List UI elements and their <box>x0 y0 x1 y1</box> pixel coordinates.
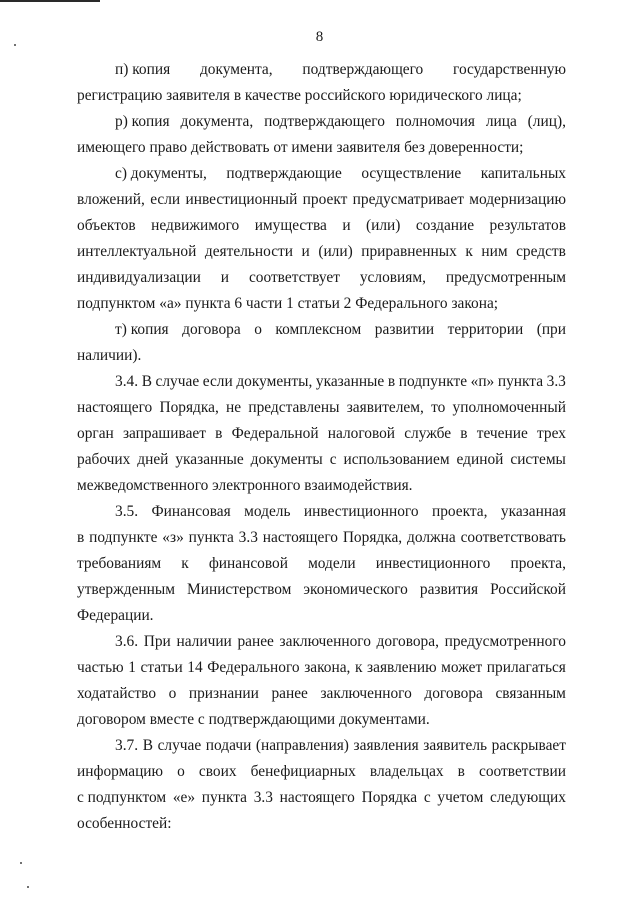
word: подтверждающего <box>264 113 385 130</box>
word: инвестиционного <box>375 555 491 572</box>
word: с <box>423 789 431 806</box>
word: Федеральной <box>231 425 319 442</box>
word: заявления <box>353 737 419 754</box>
word: средств <box>516 243 566 260</box>
word: случае <box>157 737 202 754</box>
paragraph-3-4 <box>77 369 566 499</box>
word: ходатайство <box>77 685 157 702</box>
text-line: межведомственного электронного взаимодействия. <box>77 477 413 494</box>
word: «п» <box>470 373 495 390</box>
word: объектов <box>77 217 136 234</box>
word: о <box>254 321 262 338</box>
text-line: регистрацию заявителя в качестве российского юридического лица; <box>77 87 522 104</box>
word: ним <box>481 243 508 260</box>
word: если <box>150 191 181 208</box>
word: предусмотренного <box>444 633 566 650</box>
word: о <box>177 763 185 780</box>
word: владельцах <box>369 763 444 780</box>
scan-artifact-dot <box>27 886 29 888</box>
text-line <box>77 447 566 473</box>
document-body <box>77 57 566 837</box>
word: частью <box>77 659 124 676</box>
text-line <box>77 265 566 291</box>
paragraph-t <box>77 317 566 369</box>
word: службе <box>404 425 452 442</box>
word: если <box>202 373 233 390</box>
page-number: 8 <box>315 29 324 45</box>
word: случае <box>155 373 200 390</box>
word: уполномоченный <box>452 399 566 416</box>
word: заявителем, <box>346 399 424 416</box>
word: ранее <box>237 633 274 650</box>
word: индивидуализации <box>77 269 201 286</box>
word: указанная <box>500 503 566 520</box>
text-line <box>77 421 566 447</box>
word: (лиц), <box>527 113 566 130</box>
word: пункта <box>201 789 247 806</box>
word: представлены <box>248 399 340 416</box>
word: соответствовать <box>460 529 566 546</box>
word: подтверждающего <box>302 61 424 78</box>
word: не <box>226 399 242 416</box>
word: «з» <box>162 529 184 546</box>
word: учетом <box>437 789 484 806</box>
word: приравненных <box>361 243 457 260</box>
word: единой <box>456 451 504 468</box>
word: Российской <box>490 581 566 598</box>
word: связанным <box>495 685 566 702</box>
word: 3.4. <box>115 373 139 390</box>
word: Министерством <box>187 581 292 598</box>
paragraph-3-5 <box>77 499 566 629</box>
word: раскрывает <box>491 737 566 754</box>
word: В <box>142 737 153 754</box>
word: экономического <box>303 581 408 598</box>
word: Порядка, <box>159 399 219 416</box>
word: утвержденным <box>77 581 175 598</box>
text-line: договором вместе с подтверждающими документами. <box>77 711 430 728</box>
word: в <box>77 529 85 546</box>
text-line <box>77 629 566 655</box>
word: 3.3 <box>238 529 258 546</box>
text-line <box>77 733 566 759</box>
text-line: Федерации. <box>77 607 154 624</box>
word: пункта <box>497 373 544 390</box>
text-line <box>77 785 566 811</box>
word: должна <box>407 529 456 546</box>
word: требованиям <box>77 555 162 572</box>
scan-artifact-dot <box>20 862 22 864</box>
word: осуществление <box>361 165 462 182</box>
word: системы <box>510 451 566 468</box>
word: своих <box>198 763 237 780</box>
word: заявитель <box>423 737 488 754</box>
text-line <box>77 681 566 707</box>
word: ранее <box>271 685 308 702</box>
word: с) документы, <box>115 165 207 182</box>
word: интеллектуальной <box>77 243 197 260</box>
word: договора <box>424 685 483 702</box>
word: 1 <box>128 659 136 676</box>
word: может <box>441 659 483 676</box>
word: договора, <box>376 633 439 650</box>
word: т) копия <box>115 321 169 338</box>
word: Порядка <box>361 789 418 806</box>
word: соответствует <box>248 269 340 286</box>
word: течение <box>476 425 528 442</box>
word: 14 <box>187 659 203 676</box>
text-line: наличии). <box>77 347 142 364</box>
word: рабочих <box>77 451 131 468</box>
text-line <box>77 551 566 577</box>
text-line <box>77 161 566 187</box>
text-line <box>77 655 566 681</box>
word: к <box>354 659 363 676</box>
word: трех <box>536 425 566 442</box>
word: Порядка, <box>342 529 403 546</box>
word: настоящего <box>279 789 355 806</box>
text-line <box>77 759 566 785</box>
word: подтверждающие <box>226 165 342 182</box>
word: 3.3 <box>253 789 273 806</box>
word: развитии <box>374 321 435 338</box>
word: в <box>215 425 223 442</box>
paragraph-p <box>77 57 566 109</box>
paragraph-3-6 <box>77 629 566 733</box>
word: 3.3 <box>546 373 566 390</box>
word: предусмотренным <box>445 269 566 286</box>
word: признании <box>188 685 259 702</box>
word: в <box>460 425 468 442</box>
word: модернизацию <box>469 191 566 208</box>
word: условиям, <box>359 269 426 286</box>
word: вложений, <box>77 191 145 208</box>
paragraph-s <box>77 161 566 317</box>
word: лица <box>485 113 517 130</box>
word: государственную <box>453 61 566 78</box>
word: В <box>141 373 152 390</box>
word: и <box>301 243 310 260</box>
text-line <box>77 187 566 213</box>
word: проекта, <box>431 503 488 520</box>
word: документы <box>250 451 323 468</box>
word: запрашивает <box>122 425 206 442</box>
word: и <box>342 217 351 234</box>
word: (при <box>536 321 566 338</box>
word: комплексном <box>275 321 362 338</box>
word: в <box>387 373 396 390</box>
word: налоговой <box>327 425 396 442</box>
word: прилагаться <box>486 659 566 676</box>
word: проекта, <box>510 555 566 572</box>
word: подпункте <box>398 373 468 390</box>
word: полномочия <box>395 113 475 130</box>
word: финансовой <box>208 555 288 572</box>
word: следующих <box>490 789 566 806</box>
word: 3.7. <box>115 737 139 754</box>
word: создание <box>415 217 475 234</box>
word: дней <box>137 451 169 468</box>
word: бенефициарных <box>250 763 356 780</box>
word: п) копия <box>115 61 171 78</box>
word: к <box>181 555 189 572</box>
word: модели <box>308 555 356 572</box>
word: (направления) <box>255 737 349 754</box>
text-line: имеющего право действовать от имени заявителя без доверенности; <box>77 139 524 156</box>
word: указанные <box>175 451 244 468</box>
text-line <box>77 109 566 135</box>
text-line <box>77 369 566 395</box>
word: и <box>220 269 230 286</box>
word: заключенного <box>279 633 371 650</box>
word: Финансовая <box>151 503 231 520</box>
word: (или) <box>318 243 353 260</box>
word: документа, <box>180 113 254 130</box>
word: подачи <box>205 737 252 754</box>
word: о <box>168 685 177 702</box>
text-line <box>77 213 566 239</box>
word: настоящего <box>262 529 338 546</box>
word: «е» <box>172 789 196 806</box>
word: 3.6. <box>115 633 139 650</box>
word: статьи <box>140 659 183 676</box>
text-line <box>77 317 566 343</box>
word: инвестиционный <box>185 191 298 208</box>
word: к <box>465 243 473 260</box>
word: имущества <box>254 217 327 234</box>
word: модель <box>244 503 291 520</box>
word: предусматривает <box>352 191 464 208</box>
word: информацию <box>77 763 164 780</box>
word: результатов <box>489 217 566 234</box>
word: капитальных <box>480 165 566 182</box>
word: развития <box>419 581 479 598</box>
word: орган <box>77 425 114 442</box>
word: (или) <box>365 217 401 234</box>
paragraph-r <box>77 109 566 161</box>
word: договора <box>182 321 241 338</box>
paragraph-3-7 <box>77 733 566 837</box>
text-line <box>77 57 566 83</box>
word: 3.5. <box>115 503 139 520</box>
word: пункта <box>188 529 234 546</box>
text-line <box>77 525 566 551</box>
word: заключенного <box>320 685 412 702</box>
word: недвижимого <box>151 217 240 234</box>
word: Федерального <box>207 659 300 676</box>
word: территории <box>447 321 524 338</box>
word: настоящего <box>77 399 153 416</box>
text-line <box>77 239 566 265</box>
word: с подпунктом <box>77 789 167 806</box>
word: документы, <box>236 373 313 390</box>
word: указанные <box>315 373 385 390</box>
text-line <box>77 577 566 603</box>
scan-artifact-line <box>0 0 100 2</box>
word: документа, <box>199 61 273 78</box>
text-line: подпунктом «а» пункта 6 части 1 статьи 2 Федерального закона; <box>77 295 499 312</box>
text-line: особенностей: <box>77 815 172 832</box>
word: в <box>457 763 465 780</box>
word: инвестиционного <box>303 503 419 520</box>
word: соответствии <box>479 763 566 780</box>
word: использованием <box>343 451 450 468</box>
word: заявлению <box>367 659 437 676</box>
text-line <box>77 499 566 525</box>
word: деятельности <box>204 243 293 260</box>
word: с <box>329 451 337 468</box>
word: подпункте <box>89 529 158 546</box>
word: то <box>431 399 446 416</box>
word: При <box>143 633 171 650</box>
word: наличии <box>176 633 232 650</box>
text-line <box>77 395 566 421</box>
word: закона, <box>304 659 351 676</box>
word: проект <box>302 191 348 208</box>
word: р) копия <box>115 113 170 130</box>
